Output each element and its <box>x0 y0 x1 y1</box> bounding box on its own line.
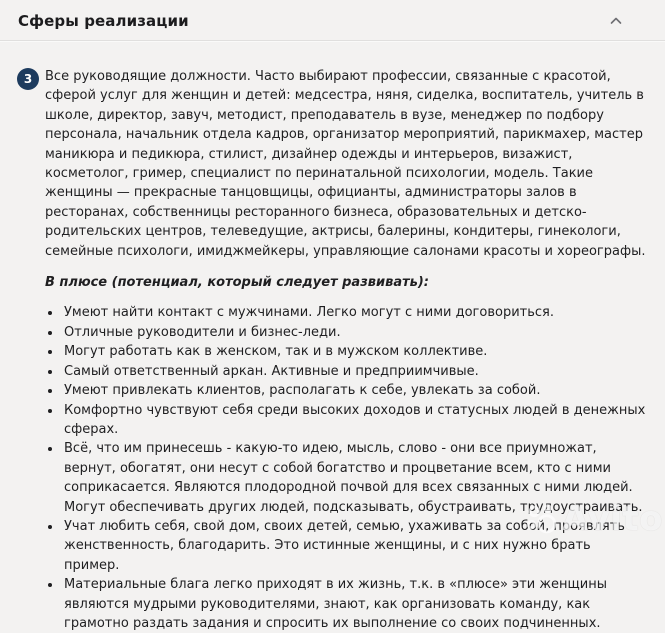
accordion-header-spheres[interactable] <box>0 0 665 40</box>
section-paragraph: Все руководящие должности. Часто выбирают профессии, связанные с красотой, сферой услуг для женщин и детей: медсестра, няня, сиделка, воспитатель, учитель в школе, директор, завуч, методист, преподаватель в вузе, менеджер по подбору персонала, начальник отдела кадров, организатор мероприятий, парикмахер, мастер маникюра и педикюра, стилист, дизайнер одежды и интерьеров, визажист, косметолог, гример, специалист по перинатальной психологии, модель. Такие женщины — прекрасные танцовщицы, официанты, администраторы залов в ресторанах, собственницы ресторанного бизнеса, образовательных и детско-родительских центров, телеведущие, актрисы, балерины, кондитеры, гинекологи, семейные психологи, имиджмейкеры, управляющие салонами красоты и хореографы. <box>45 69 646 259</box>
chevron-up-icon[interactable] <box>609 14 623 28</box>
list-item: • Умеют найти контакт с мужчинами. Легко могут с ними договориться. <box>62 303 648 322</box>
section-body <box>45 67 648 633</box>
section-number-badge: 3 <box>17 68 39 90</box>
list-item: • Самый ответственный аркан. Активные и предприимчивые. <box>62 362 648 381</box>
list-item: • Отличные руководители и бизнес-леди. <box>62 323 648 342</box>
list-item: • Учат любить себя, свой дом, своих детей, семью, ухаживать за собой, проявлять женственность, благодарить. Это истинные женщины, и с них нужно брать пример. <box>62 517 648 575</box>
section-title: Сферы реализации <box>18 12 189 30</box>
list-item: • Материальные блага легко приходят в их жизнь, т.к. в «плюсе» эти женщины являются мудрыми руководителями, знают, как организовать команду, как грамотно раздать задания и спросить их выполнение со своих подчиненных. <box>62 575 648 633</box>
list-item: • Всё, что им принесешь - какую-то идею, мысль, слово - они все приумножат, вернут, обогатят, они несут с собой богатство и процветание всем, кто с ними соприкасается. Являются плодородной почвой для всех связанных с ними людей. Могут обеспечивать других людей, подсказывать, обустраивать, трудоустраивать. <box>62 439 648 517</box>
plus-bullet-list <box>45 303 648 633</box>
list-item: • Могут работать как в женском, так и в мужском коллективе. <box>62 342 648 361</box>
list-item: • Умеют привлекать клиентов, располагать к себе, увлекать за собой. <box>62 381 648 400</box>
list-item: • Комфортно чувствуют себя среди высоких доходов и статусных людей в денежных сферах. <box>62 401 648 440</box>
watermark-text: Avito <box>561 499 663 539</box>
plus-subheading: В плюсе (потенциал, который следует развивать): <box>45 275 429 291</box>
numbered-section <box>0 41 665 633</box>
